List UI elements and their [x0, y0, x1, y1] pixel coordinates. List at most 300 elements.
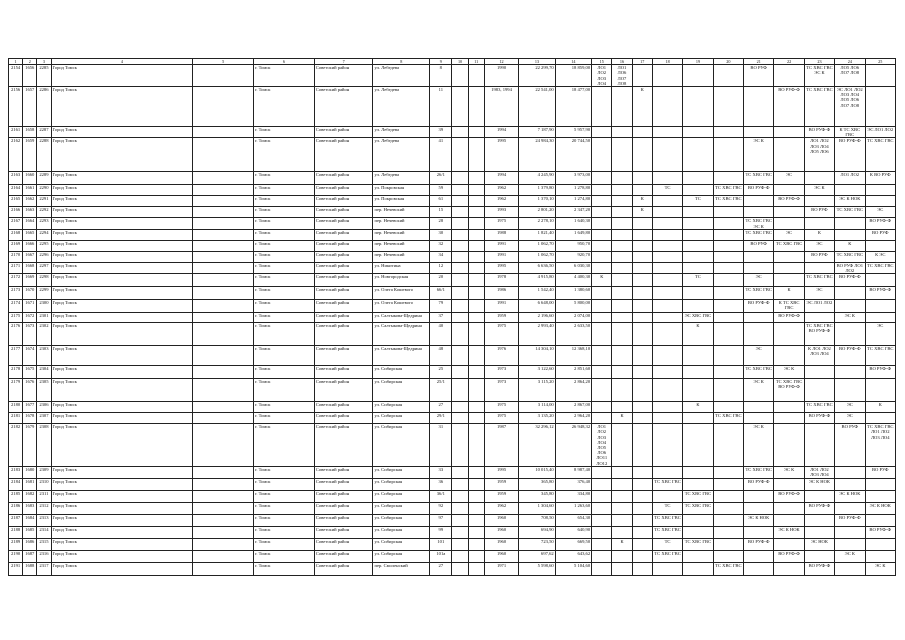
- table-cell: ВО РУФ-Ф: [774, 87, 804, 127]
- table-cell: [632, 229, 652, 240]
- table-cell: [652, 379, 682, 402]
- table-cell: ул. Сибирская: [373, 402, 430, 413]
- table-cell: [612, 562, 632, 575]
- table-cell: [452, 196, 468, 207]
- table-cell: [865, 490, 896, 502]
- table-cell: [193, 478, 254, 490]
- table-cell: 1 274,80: [555, 196, 591, 207]
- table-cell: [468, 207, 484, 218]
- table-cell: [612, 185, 632, 196]
- table-cell: ул. Сибирская: [373, 413, 430, 424]
- table-cell: 2173: [9, 287, 23, 300]
- table-cell: [193, 196, 254, 207]
- table-cell: ЭС: [774, 172, 804, 185]
- table-cell: К: [774, 287, 804, 300]
- table-cell: 36/1: [430, 490, 452, 502]
- table-cell: [468, 526, 484, 538]
- table-cell: 1959: [484, 490, 518, 502]
- table-cell: 5 800,00: [555, 300, 591, 313]
- table-cell: 1674: [23, 346, 37, 366]
- table-cell: 1 062,70: [519, 240, 555, 251]
- table-cell: [713, 300, 743, 313]
- table-cell: 39: [430, 127, 452, 138]
- table-cell: г. Томск: [254, 562, 315, 575]
- table-cell: 1681: [23, 478, 37, 490]
- table-cell: ЭС К: [804, 185, 834, 196]
- table-cell: г. Томск: [254, 538, 315, 550]
- table-cell: [632, 466, 652, 478]
- table-cell: К: [632, 207, 652, 218]
- table-cell: К: [632, 196, 652, 207]
- table-cell: 2301: [37, 313, 51, 323]
- table-cell: [652, 562, 682, 575]
- column-number: 24: [835, 59, 865, 65]
- table-cell: 1994: [484, 127, 518, 138]
- table-cell: [835, 300, 865, 313]
- table-cell: ТС ХВС ГВС: [652, 514, 682, 526]
- table-cell: ВО РУФ-Ф: [744, 300, 774, 313]
- table-cell: ВО РУФ-Ф: [744, 538, 774, 550]
- table-cell: [612, 172, 632, 185]
- table-cell: [468, 323, 484, 346]
- table-cell: 1975: [484, 402, 518, 413]
- table-cell: ТС: [683, 274, 713, 287]
- table-cell: [683, 346, 713, 366]
- table-cell: 1687: [23, 550, 37, 562]
- table-cell: [804, 379, 834, 402]
- table-cell: 1678: [23, 413, 37, 424]
- table-cell: 2303: [37, 346, 51, 366]
- table-cell: 2315: [37, 538, 51, 550]
- table-cell: Город Томск: [51, 502, 193, 514]
- table-cell: [468, 172, 484, 185]
- column-number: 25: [865, 59, 896, 65]
- column-number: 7: [314, 59, 373, 65]
- table-cell: 1975: [484, 218, 518, 229]
- table-cell: 66/1: [430, 287, 452, 300]
- table-cell: 1656: [23, 65, 37, 87]
- table-cell: [744, 402, 774, 413]
- table-cell: 2180: [9, 402, 23, 413]
- table-cell: 2166: [9, 207, 23, 218]
- table-cell: [652, 346, 682, 366]
- table-cell: 25: [430, 366, 452, 379]
- table-cell: [612, 550, 632, 562]
- table-cell: ул. Лебедева: [373, 127, 430, 138]
- table-row: [9, 538, 896, 550]
- table-cell: [452, 172, 468, 185]
- table-cell: [468, 127, 484, 138]
- table-cell: ВО РУФ-Ф: [835, 514, 865, 526]
- table-cell: 59: [430, 185, 452, 196]
- column-number: 10: [452, 59, 468, 65]
- table-cell: [632, 413, 652, 424]
- table-row: [9, 550, 896, 562]
- table-cell: ЭС ХВС ГВС: [683, 313, 713, 323]
- table-cell: [804, 550, 834, 562]
- table-cell: [713, 366, 743, 379]
- table-cell: [592, 490, 612, 502]
- table-cell: ТС ХВС ГВС: [713, 196, 743, 207]
- table-cell: [592, 240, 612, 251]
- table-cell: 1993: [484, 207, 518, 218]
- table-cell: 2184: [9, 478, 23, 490]
- table-cell: 27: [430, 402, 452, 413]
- table-cell: 1978: [484, 274, 518, 287]
- table-cell: 1 640,30: [555, 218, 591, 229]
- table-cell: ВО РУФ-Ф: [744, 478, 774, 490]
- column-number: 3: [37, 59, 51, 65]
- table-cell: [592, 313, 612, 323]
- table-cell: 376,40: [555, 478, 591, 490]
- table-row: [9, 413, 896, 424]
- table-cell: 2175: [9, 313, 23, 323]
- table-cell: [683, 478, 713, 490]
- table-cell: [865, 379, 896, 402]
- table-cell: 1 821,40: [519, 229, 555, 240]
- table-cell: 2189: [9, 538, 23, 550]
- table-cell: 2183: [9, 466, 23, 478]
- table-cell: 2317: [37, 562, 51, 575]
- table-cell: [632, 274, 652, 287]
- table-cell: Город Томск: [51, 218, 193, 229]
- table-row: [9, 172, 896, 185]
- table-cell: 2285: [37, 65, 51, 87]
- table-cell: 1664: [23, 218, 37, 229]
- column-number: 1: [9, 59, 23, 65]
- table-cell: 2 278,10: [519, 218, 555, 229]
- table-cell: 37: [430, 313, 452, 323]
- table-cell: [612, 127, 632, 138]
- table-cell: ЛО1 ЛО2: [835, 172, 865, 185]
- table-cell: Советский район: [314, 466, 373, 478]
- table-cell: [468, 300, 484, 313]
- table-cell: [452, 274, 468, 287]
- table-cell: [632, 538, 652, 550]
- table-cell: ЭС К: [835, 550, 865, 562]
- table-cell: ТС: [652, 538, 682, 550]
- table-cell: ВО РУФ: [865, 229, 896, 240]
- table-cell: [193, 313, 254, 323]
- table-cell: [804, 313, 834, 323]
- table-cell: [193, 229, 254, 240]
- table-row: [9, 490, 896, 502]
- table-cell: 25/1: [430, 379, 452, 402]
- table-cell: пер. Нечевский: [373, 218, 430, 229]
- table-cell: [683, 229, 713, 240]
- table-cell: [468, 562, 484, 575]
- table-cell: 2300: [37, 300, 51, 313]
- table-cell: 1975: [484, 323, 518, 346]
- table-cell: [835, 466, 865, 478]
- table-cell: [683, 240, 713, 251]
- table-cell: [744, 562, 774, 575]
- table-cell: [632, 127, 652, 138]
- table-cell: 32 296,12: [519, 424, 555, 467]
- table-cell: [193, 379, 254, 402]
- table-row: [9, 274, 896, 287]
- table-cell: [683, 185, 713, 196]
- table-cell: Советский район: [314, 196, 373, 207]
- table-cell: 2308: [37, 424, 51, 467]
- table-cell: 2288: [37, 138, 51, 172]
- table-cell: [193, 65, 254, 87]
- table-cell: 36: [430, 478, 452, 490]
- table-cell: 2 867,00: [555, 402, 591, 413]
- table-cell: 2188: [9, 526, 23, 538]
- table-cell: [774, 185, 804, 196]
- table-cell: ЭС: [865, 323, 896, 346]
- table-cell: [632, 366, 652, 379]
- table-cell: 22 299,70: [519, 65, 555, 87]
- table-cell: ТС ХВС ГВС: [804, 274, 834, 287]
- table-cell: 1683: [23, 502, 37, 514]
- table-cell: ЭС К: [744, 379, 774, 402]
- table-cell: [468, 87, 484, 127]
- table-cell: 1659: [23, 138, 37, 172]
- table-cell: ТС ХВС ГВС: [713, 185, 743, 196]
- table-cell: [452, 87, 468, 127]
- table-cell: К: [804, 229, 834, 240]
- table-cell: [612, 424, 632, 467]
- table-cell: [468, 287, 484, 300]
- table-cell: [804, 514, 834, 526]
- table-cell: [452, 402, 468, 413]
- table-cell: ВО РУФ: [865, 466, 896, 478]
- table-cell: [468, 490, 484, 502]
- table-cell: г. Томск: [254, 514, 315, 526]
- table-cell: [652, 323, 682, 346]
- table-cell: 32: [430, 240, 452, 251]
- table-cell: 2296: [37, 251, 51, 262]
- table-cell: [713, 287, 743, 300]
- table-cell: 708,50: [519, 514, 555, 526]
- table-cell: г. Томск: [254, 287, 315, 300]
- table-cell: 2169: [9, 240, 23, 251]
- table-cell: ВО РУФ-Ф: [804, 502, 834, 514]
- table-cell: К: [683, 323, 713, 346]
- table-cell: Город Томск: [51, 313, 193, 323]
- table-cell: ул. Покровская: [373, 196, 430, 207]
- table-cell: [683, 379, 713, 402]
- table-cell: ВО РУФ-Ф: [804, 413, 834, 424]
- table-cell: [193, 502, 254, 514]
- table-cell: [612, 526, 632, 538]
- table-cell: Советский район: [314, 514, 373, 526]
- table-cell: г. Томск: [254, 413, 315, 424]
- table-cell: 3 115,20: [519, 379, 555, 402]
- table-cell: 12 368,10: [555, 346, 591, 366]
- table-cell: 1 379,80: [519, 185, 555, 196]
- table-cell: К: [835, 240, 865, 251]
- table-cell: 1666: [23, 240, 37, 251]
- table-cell: [865, 185, 896, 196]
- table-cell: ЭС НОК: [804, 538, 834, 550]
- table-cell: [632, 490, 652, 502]
- table-cell: 3 114,00: [519, 402, 555, 413]
- table-cell: [468, 402, 484, 413]
- table-row: [9, 313, 896, 323]
- table-row: [9, 502, 896, 514]
- table-cell: Город Томск: [51, 87, 193, 127]
- table-cell: ТС ХВС ГВС ВО РУФ-Ф: [804, 323, 834, 346]
- table-cell: [713, 240, 743, 251]
- table-cell: [452, 413, 468, 424]
- table-cell: [713, 127, 743, 138]
- table-cell: Советский район: [314, 127, 373, 138]
- table-cell: К ТС ХВС ГВС: [774, 300, 804, 313]
- table-cell: [713, 550, 743, 562]
- table-cell: г. Томск: [254, 262, 315, 273]
- table-cell: [683, 262, 713, 273]
- table-cell: 4 915,80: [519, 274, 555, 287]
- table-cell: [632, 478, 652, 490]
- table-cell: [713, 138, 743, 172]
- table-cell: 1672: [23, 313, 37, 323]
- table-cell: г. Томск: [254, 490, 315, 502]
- table-cell: [452, 538, 468, 550]
- table-cell: [835, 323, 865, 346]
- table-cell: ул. Лебедева: [373, 138, 430, 172]
- table-cell: [452, 138, 468, 172]
- table-cell: 79: [430, 300, 452, 313]
- table-cell: [468, 196, 484, 207]
- table-cell: [804, 196, 834, 207]
- table-cell: 2156: [9, 87, 23, 127]
- table-cell: Город Томск: [51, 562, 193, 575]
- table-cell: 92: [430, 502, 452, 514]
- table-cell: 2 196,60: [519, 313, 555, 323]
- table-cell: ТС ХВС ГВС: [865, 138, 896, 172]
- table-cell: К: [612, 538, 632, 550]
- table-cell: 20 744,50: [555, 138, 591, 172]
- table-cell: 1991: [484, 240, 518, 251]
- table-cell: 1983, 1994: [484, 87, 518, 127]
- table-cell: [452, 466, 468, 478]
- table-cell: ЭС: [774, 229, 804, 240]
- table-cell: [193, 262, 254, 273]
- table-cell: [592, 196, 612, 207]
- table-cell: [592, 262, 612, 273]
- table-cell: 2302: [37, 323, 51, 346]
- table-cell: 2177: [9, 346, 23, 366]
- table-cell: 2182: [9, 424, 23, 467]
- table-row: [9, 466, 896, 478]
- table-cell: [713, 538, 743, 550]
- table-cell: 2298: [37, 274, 51, 287]
- table-cell: Советский район: [314, 65, 373, 87]
- table-cell: 2 851,60: [555, 366, 591, 379]
- table-cell: [592, 466, 612, 478]
- table-cell: пер. Нечевский: [373, 240, 430, 251]
- table-cell: ЭС К: [744, 424, 774, 467]
- table-cell: Советский район: [314, 366, 373, 379]
- column-number: 2: [23, 59, 37, 65]
- table-cell: Советский район: [314, 402, 373, 413]
- table-cell: [865, 196, 896, 207]
- table-cell: [612, 251, 632, 262]
- table-cell: [592, 127, 612, 138]
- table-cell: г. Томск: [254, 87, 315, 127]
- table-cell: 6 030,30: [555, 262, 591, 273]
- table-cell: ЭС: [865, 207, 896, 218]
- table-cell: г. Томск: [254, 550, 315, 562]
- table-cell: ул. Сибирская: [373, 526, 430, 538]
- table-cell: Город Томск: [51, 185, 193, 196]
- table-cell: ТС ХВС ГВС: [713, 413, 743, 424]
- table-cell: [612, 502, 632, 514]
- table-cell: [452, 323, 468, 346]
- table-cell: 40: [430, 323, 452, 346]
- table-cell: ЭС К: [835, 313, 865, 323]
- table-cell: [835, 287, 865, 300]
- table-cell: 1994: [484, 172, 518, 185]
- table-cell: 2307: [37, 413, 51, 424]
- table-cell: 26/1: [430, 172, 452, 185]
- table-cell: ВО РУФ: [804, 207, 834, 218]
- table-cell: [713, 490, 743, 502]
- table-cell: [592, 185, 612, 196]
- table-cell: ВО РУФ-Ф: [804, 562, 834, 575]
- table-cell: ЭС ЛО1 ЛО2: [804, 300, 834, 313]
- table-cell: ЭС: [804, 287, 834, 300]
- table-cell: 2187: [9, 514, 23, 526]
- table-cell: [592, 562, 612, 575]
- table-cell: 18 859,00: [555, 65, 591, 87]
- table-cell: [452, 424, 468, 467]
- table-cell: Город Томск: [51, 262, 193, 273]
- table-cell: [774, 207, 804, 218]
- table-cell: [804, 490, 834, 502]
- table-row: [9, 526, 896, 538]
- table-cell: [683, 287, 713, 300]
- table-cell: 2312: [37, 502, 51, 514]
- table-cell: [612, 274, 632, 287]
- table-cell: 1686: [23, 538, 37, 550]
- table-cell: Советский район: [314, 424, 373, 467]
- table-cell: [468, 514, 484, 526]
- table-cell: [835, 562, 865, 575]
- table-row: [9, 87, 896, 127]
- table-cell: 2 801,20: [519, 207, 555, 218]
- table-cell: 5 957,90: [555, 127, 591, 138]
- table-cell: ТС ХВС ГВС: [865, 346, 896, 366]
- table-cell: [683, 65, 713, 87]
- table-cell: [804, 172, 834, 185]
- table-cell: [592, 502, 612, 514]
- table-cell: 4 245,90: [519, 172, 555, 185]
- table-cell: 669,50: [555, 538, 591, 550]
- table-cell: [468, 65, 484, 87]
- table-cell: 101: [430, 538, 452, 550]
- table-cell: [452, 490, 468, 502]
- table-cell: 33: [430, 466, 452, 478]
- table-cell: ул. Никитина: [373, 262, 430, 273]
- table-cell: [683, 218, 713, 229]
- column-number: 9: [430, 59, 452, 65]
- table-cell: [193, 526, 254, 538]
- table-cell: ТС ХВС ГВС: [835, 207, 865, 218]
- table-cell: ул. Лебедева: [373, 172, 430, 185]
- table-cell: 2191: [9, 562, 23, 575]
- table-cell: [193, 413, 254, 424]
- table-cell: ТС ХВС ГВС: [835, 251, 865, 262]
- table-cell: 1676: [23, 379, 37, 402]
- table-cell: Город Томск: [51, 274, 193, 287]
- table-cell: 2186: [9, 502, 23, 514]
- table-cell: [683, 207, 713, 218]
- table-cell: ВО РУФ: [804, 251, 834, 262]
